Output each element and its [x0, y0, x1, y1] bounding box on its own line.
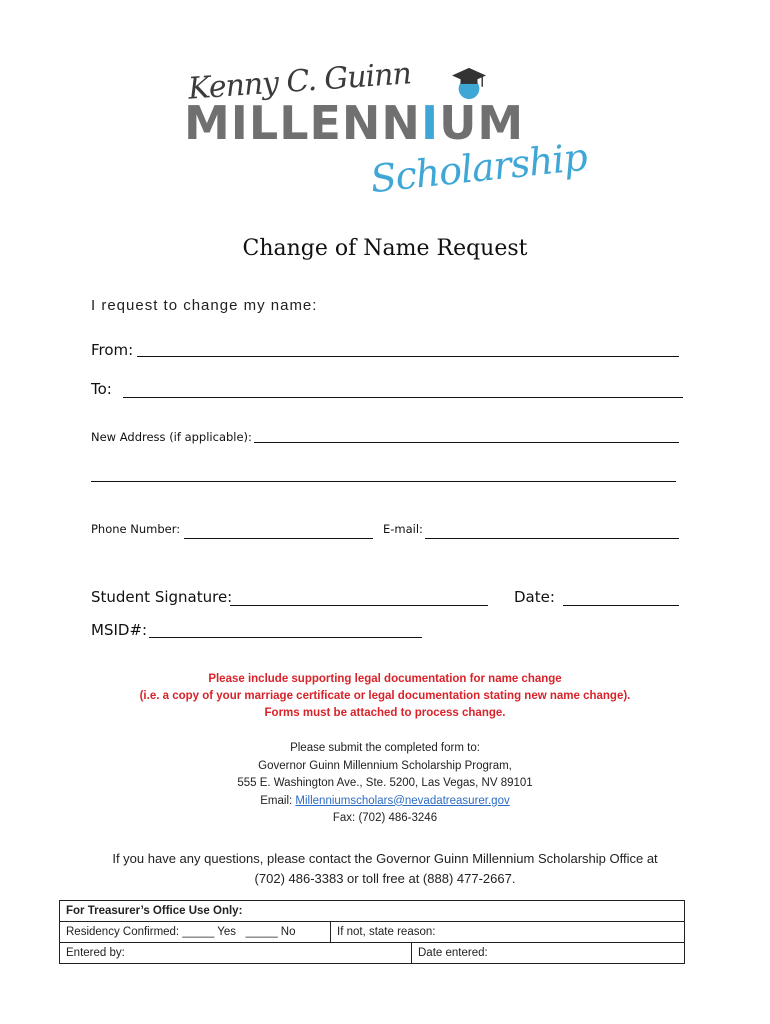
- phone-label: Phone Number:: [91, 522, 181, 536]
- logo-script: Scholarship: [368, 134, 589, 202]
- address-label: New Address (if applicable):: [91, 430, 252, 444]
- millennium-scholarship-logo: [180, 56, 590, 202]
- submit-address: 555 E. Washington Ave., Ste. 5200, Las Vegas, NV 89101: [237, 777, 533, 789]
- logo-signature: Kenny C. Guinn: [187, 56, 412, 107]
- documentation-notice: [0, 671, 770, 722]
- notice-line-3: Forms must be attached to process change.: [264, 707, 506, 719]
- entered-by-cell: Entered by:: [60, 943, 412, 963]
- office-use-header: For Treasurer’s Office Use Only:: [66, 905, 243, 917]
- submit-line-1: Please submit the completed form to:: [290, 742, 480, 754]
- residency-confirmed: Residency Confirmed: _____ Yes _____ No: [60, 922, 331, 942]
- office-use-table: [59, 900, 685, 964]
- intro-text: I request to change my name:: [91, 297, 318, 314]
- email-field[interactable]: [425, 538, 679, 539]
- date-label: Date:: [514, 588, 555, 606]
- phone-field[interactable]: [184, 538, 373, 539]
- email-prefix: Email:: [260, 794, 296, 807]
- logo-wordmark: MILLENNIUM: [184, 96, 525, 150]
- signature-field[interactable]: [230, 605, 488, 606]
- submit-email-line: [0, 793, 770, 811]
- contact-line-1: If you have any questions, please contact the Governor Guinn Millennium Scholarship Office at: [112, 851, 658, 866]
- from-label: From:: [91, 341, 134, 359]
- contact-info: [0, 849, 770, 889]
- to-field[interactable]: [123, 397, 683, 398]
- contact-line-2: (702) 486-3383 or toll free at (888) 477-2667.: [254, 871, 516, 886]
- reason-cell: If not, state reason:: [337, 926, 436, 938]
- to-label: To:: [91, 380, 112, 398]
- date-field[interactable]: [563, 605, 679, 606]
- notice-line-1: Please include supporting legal documentation for name change: [208, 673, 562, 685]
- address-field-line2[interactable]: [91, 481, 676, 482]
- signature-label: Student Signature:: [91, 588, 233, 606]
- notice-line-2: (i.e. a copy of your marriage certificate or legal documentation stating new name change).: [139, 690, 631, 702]
- submit-fax: Fax: (702) 486-3246: [332, 812, 438, 824]
- email-label: E-mail:: [383, 522, 423, 536]
- date-entered-cell: Date entered:: [418, 947, 488, 959]
- submission-info: [0, 740, 770, 828]
- email-link[interactable]: Millenniumscholars@nevadatreasurer.gov: [295, 794, 510, 807]
- address-field[interactable]: [254, 442, 679, 443]
- msid-field[interactable]: [149, 637, 422, 638]
- graduation-cap-icon: [450, 66, 488, 100]
- from-field[interactable]: [137, 356, 679, 357]
- msid-label: MSID#:: [91, 621, 148, 639]
- page-title: Change of Name Request: [242, 236, 528, 261]
- submit-line-2: Governor Guinn Millennium Scholarship Program,: [258, 759, 512, 772]
